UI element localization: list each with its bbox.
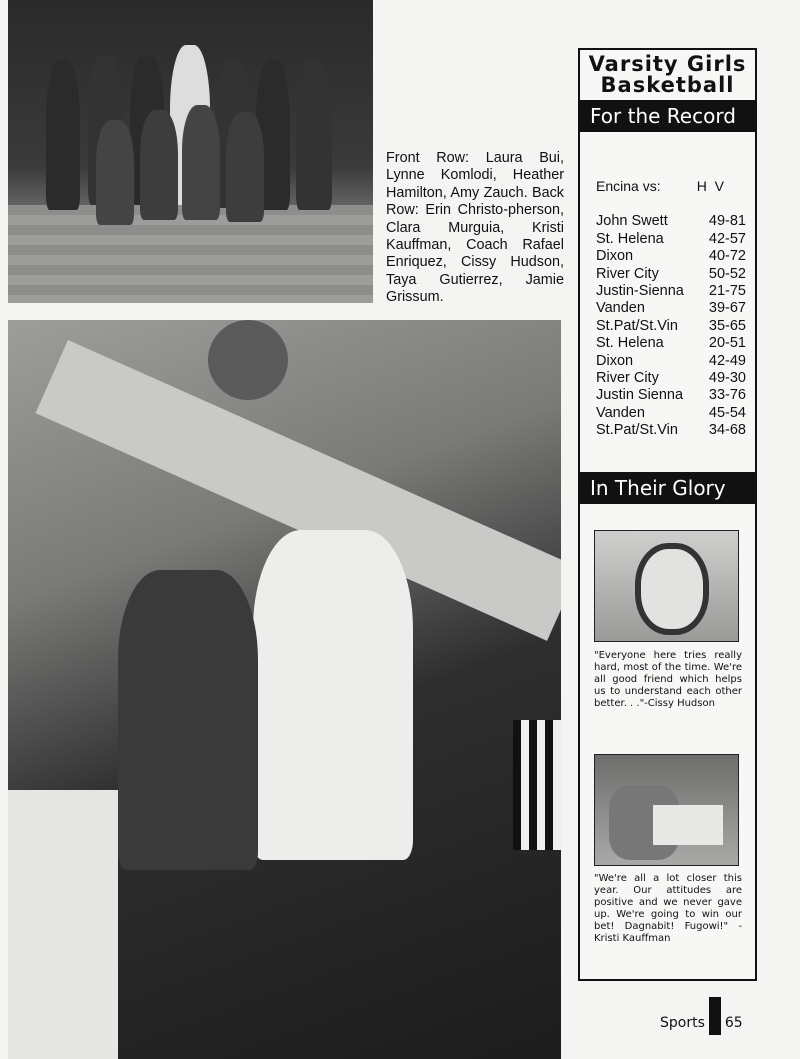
record-score: 21-75 (708, 283, 746, 300)
player-white-jersey (253, 530, 413, 860)
footer-bar (709, 997, 721, 1035)
record-team: St.Pat/St.Vin (596, 422, 678, 439)
record-row (596, 353, 746, 370)
record-score: 42-49 (708, 352, 746, 369)
record-row (596, 248, 746, 265)
record-score: 49-30 (708, 370, 746, 387)
sidebar-title (580, 50, 755, 96)
record-row (596, 370, 746, 387)
record-team: John Swett (596, 213, 668, 230)
player-figure (96, 120, 134, 225)
player-figure (296, 60, 332, 210)
record-team: Vanden (596, 404, 645, 421)
page-footer (660, 1011, 743, 1035)
record-team: Dixon (596, 248, 634, 265)
player-figure (226, 112, 264, 222)
glory-section (580, 468, 755, 944)
stats-sidebar (578, 48, 757, 981)
record-row (596, 318, 746, 335)
record-team: River City (596, 370, 659, 387)
player-figure (140, 110, 178, 220)
record-band: For the Record (580, 100, 755, 132)
record-score: 50-52 (708, 265, 746, 282)
record-row (596, 335, 746, 352)
record-row (596, 422, 746, 439)
record-row (596, 213, 746, 230)
quote-kristi-kauffman: "We're all a lot closer this year. Our attitudes are positive and we never gave up. We're going to win our bet! Dagnabit! Fugowi!" -Kristi Kauffman (594, 873, 742, 944)
record-score: 45-54 (708, 404, 746, 421)
page-number: 65 (724, 1015, 743, 1031)
sidebar-title-line2: Basketball (600, 73, 735, 97)
record-row (596, 300, 746, 317)
record-score: 34-68 (708, 422, 746, 439)
record-row (596, 387, 746, 404)
record-team: St.Pat/St.Vin (596, 317, 678, 334)
record-team: St. Helena (596, 335, 664, 352)
record-score: 35-65 (708, 317, 746, 334)
record-header-label: Encina vs: (596, 178, 661, 194)
record-score: 42-57 (708, 230, 746, 247)
portrait-cissy-hudson (594, 530, 739, 642)
player-dark-jersey (118, 570, 258, 870)
record-row (596, 283, 746, 300)
record-row (596, 231, 746, 248)
quote-cissy-hudson: "Everyone here tries really hard, most of the time. We're all good friend which helps us to understand each other better. . ."-Cissy Hudson (594, 650, 742, 709)
record-team: Vanden (596, 300, 645, 317)
record-score: 33-76 (708, 387, 746, 404)
player-figure (46, 60, 80, 210)
referee (513, 720, 561, 850)
record-header (596, 178, 746, 195)
record-row (596, 266, 746, 283)
record-score: 40-72 (708, 248, 746, 265)
player-foreground (8, 790, 118, 1059)
record-score: 39-67 (708, 300, 746, 317)
portrait-kristi-kauffman (594, 754, 739, 866)
record-row (596, 405, 746, 422)
footer-section: Sports (660, 1015, 705, 1031)
record-header-cols: H V (696, 178, 724, 194)
photo-caption: Front Row: Laura Bui, Lynne Komlodi, Heather Hamilton, Amy Zauch. Back Row: Erin Christo-pherson, Clara Murguia, Kristi Kauffman, Coach Rafael Enriquez, Cissy Hudson, Taya Gutierrez, Jamie Grissum. (386, 150, 564, 306)
record-team: St. Helena (596, 230, 664, 247)
record-table (596, 178, 746, 440)
record-score: 49-81 (708, 213, 746, 230)
team-photo (8, 0, 373, 303)
glory-band: In Their Glory (580, 472, 755, 504)
record-score: 20-51 (708, 335, 746, 352)
action-photo (8, 320, 561, 1059)
sidebar-title-line1: Varsity Girls (588, 52, 747, 76)
basketball (208, 320, 288, 400)
record-team: Justin-Sienna (596, 283, 684, 300)
record-team: Dixon (596, 352, 634, 369)
record-team: Justin Sienna (596, 387, 684, 404)
record-team: River City (596, 265, 659, 282)
player-figure (182, 105, 220, 220)
